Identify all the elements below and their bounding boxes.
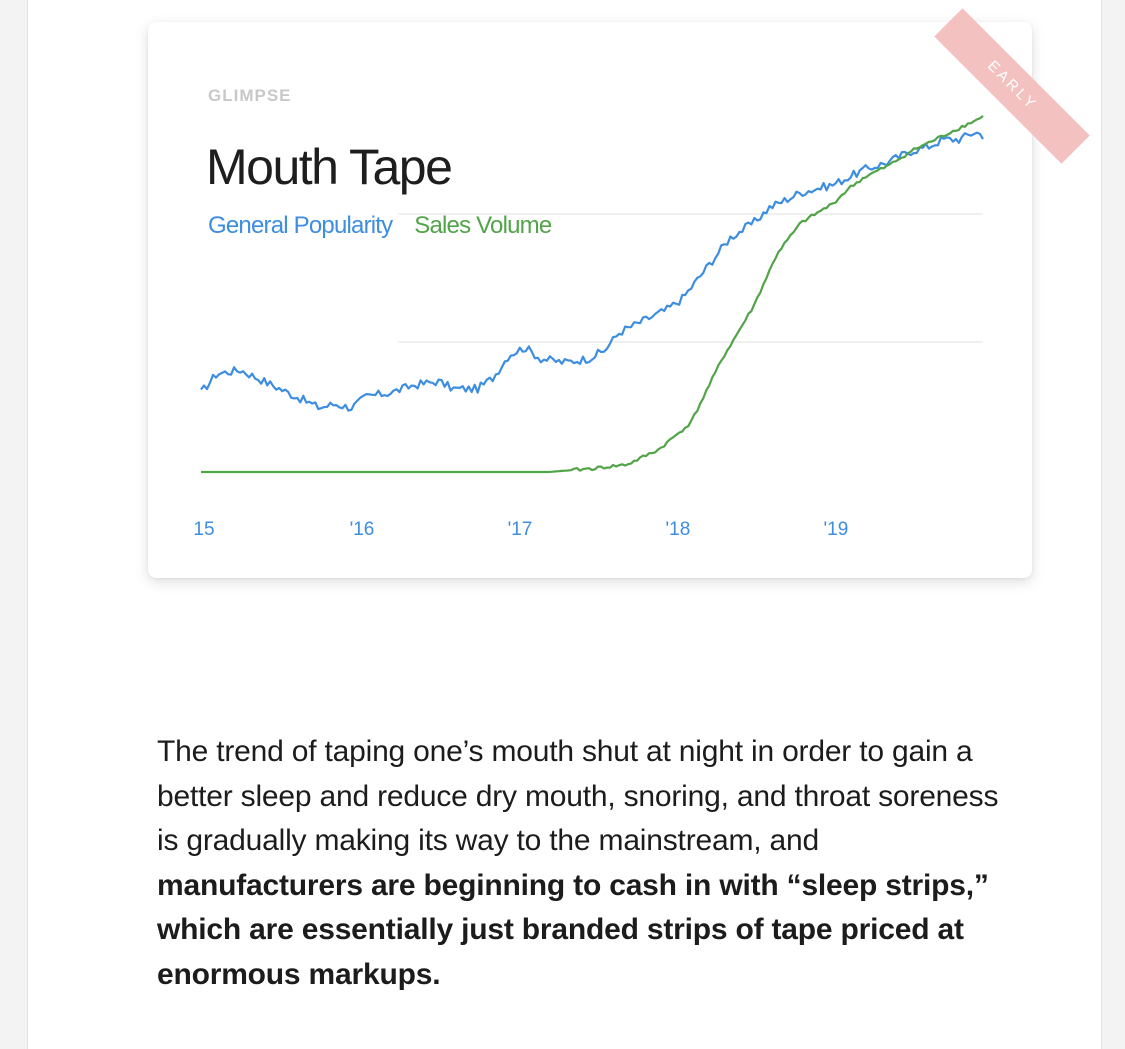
popularity-line — [201, 133, 983, 411]
sales-line — [201, 116, 983, 472]
x-tick-label: '17 — [507, 519, 533, 540]
x-tick-label: '18 — [665, 519, 691, 540]
trend-card[interactable] — [148, 22, 1041, 578]
article-paragraph — [157, 730, 1017, 997]
early-badge — [892, 22, 1041, 162]
legend-popularity: General Popularity — [208, 212, 393, 239]
early-badge-label: EARLY — [934, 8, 1090, 164]
x-tick-label: 15 — [193, 519, 215, 540]
x-axis-ticks — [193, 519, 848, 540]
article-text: The trend of taping one’s mouth shut at night in order to gain a better sleep and reduce dry mouth, snoring, and throat soreness is gradually making its way to the mainstream, and — [157, 735, 999, 857]
grid-lines — [398, 214, 983, 342]
x-tick-label: '16 — [349, 519, 375, 540]
article-text-bold: manufacturers are beginning to cash in with “sleep strips,” which are essentially just branded strips of tape priced at enormous markups. — [157, 868, 989, 991]
series-lines — [201, 116, 983, 472]
brand-logo: GLIMPSE — [208, 86, 292, 105]
x-tick-label: '19 — [823, 519, 849, 540]
chart-title: Mouth Tape — [206, 139, 452, 195]
article-page — [27, 0, 1102, 1049]
legend-sales: Sales Volume — [414, 212, 552, 239]
